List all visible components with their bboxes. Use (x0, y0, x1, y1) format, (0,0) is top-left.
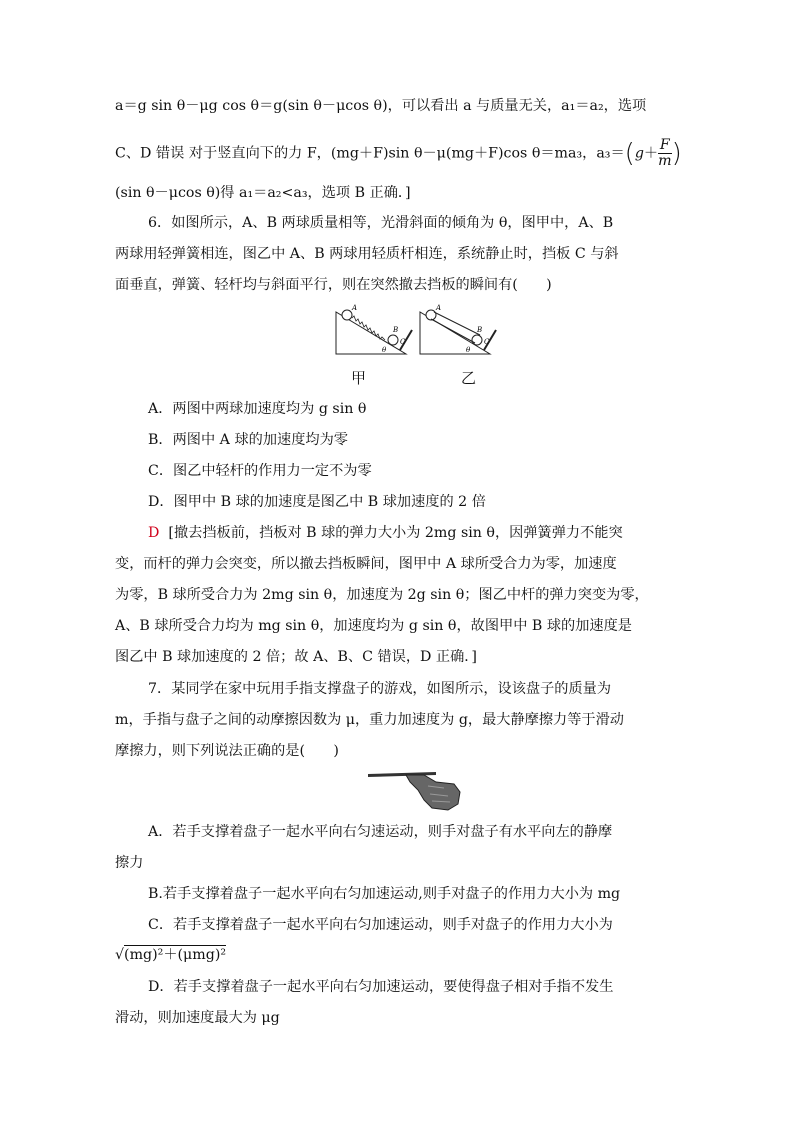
q7-stem-line-3: 摩擦力，则下列说法正确的是( ) (115, 743, 339, 759)
label-theta-yi: θ (466, 346, 471, 354)
label-b-jia: B (393, 326, 399, 334)
ball-b-yi (472, 335, 482, 345)
rod-icon (434, 312, 483, 335)
q6-solution-line-4: A、B 球所受合力均为 mg sin θ，加速度均为 g sin θ，故图甲中 B 球的加速度是 (115, 618, 632, 634)
label-c-yi: C (484, 338, 490, 346)
label-theta-jia: θ (382, 346, 387, 354)
q7-option-c-line-2 (115, 945, 680, 965)
q6-solution-line-5: 图乙中 B 球加速度的 2 倍；故 A、B、C 错误，D 正确．] (115, 649, 477, 665)
caption-yi: 乙 (461, 369, 477, 387)
figure-yi (420, 304, 496, 354)
ball-a-jia (342, 310, 352, 320)
q6-figure (330, 302, 500, 360)
q7-option-b: B.若手支撑着盘子一起水平向右匀加速运动,则手对盘子的作用力大小为 mg (148, 886, 621, 902)
q7-option-a-line-2: 擦力 (115, 855, 144, 871)
label-c-jia: C (400, 338, 406, 346)
q6-stem-line-2: 两球用轻弹簧相连，图乙中 A、B 两球用轻质杆相连，系统静止时，挡板 C 与斜 (115, 246, 619, 262)
q6-answer: D (148, 525, 160, 541)
q6-stem-line-1: 6．如图所示，A、B 两球质量相等，光滑斜面的倾角为 θ，图甲中，A、B (148, 215, 614, 231)
label-a-yi: A (436, 304, 442, 312)
ball-b-jia (388, 335, 398, 345)
hand-icon (406, 775, 460, 810)
q6-stem-line-3: 面垂直，弹簧、轻杆均与斜面平行，则在突然撤去挡板的瞬间有( ) (115, 277, 552, 293)
ball-a-yi (426, 310, 436, 320)
label-b-yi: B (477, 326, 483, 334)
q7-option-d-line-1: D．若手支撑着盘子一起水平向右匀加速运动，要使得盘子相对手指不发生 (148, 979, 614, 995)
q7-option-a-line-1: A．若手支撑着盘子一起水平向右匀速运动，则手对盘子有水平向左的静摩 (148, 824, 613, 840)
caption-jia: 甲 (351, 369, 367, 387)
q6-solution-line-1 (148, 523, 713, 543)
q7-option-d-line-2: 滑动，则加速度最大为 μg (115, 1010, 280, 1026)
q7-option-c-formula: (mg)²＋(μmg)² (124, 947, 227, 963)
prev-solution-line-1: a＝g sin θ－μg cos θ＝g(sin θ－μcos θ)，可以看出 a 与质量无关，a₁＝a₂，选项 (115, 98, 647, 114)
paren-close: ) (671, 138, 682, 169)
q6-option-c: C．图乙中轻杆的作用力一定不为零 (148, 463, 372, 479)
prev-solution-line-2-text: C、D 错误 对于竖直向下的力 F，(mg＋F)sin θ－μ(mg＋F)cos θ＝ma₃，a₃＝ (115, 145, 625, 162)
q7-stem-line-2: m，手指与盘子之间的动摩擦因数为 μ，重力加速度为 g，最大静摩擦力等于滑动 (115, 712, 624, 728)
paren-open: ( (624, 138, 635, 169)
fraction-f-over-m (658, 138, 671, 169)
q7-option-c-line-1: C．若手支撑着盘子一起水平向右匀加速运动，则手对盘子的作用力大小为 (148, 917, 613, 933)
sqrt-icon: √ (115, 947, 125, 963)
prev-solution-line-2: C、D 错误 对于竖直向下的力 F，(mg＋F)sin θ－μ(mg＋F)cos θ＝ma₃，a₃＝(g＋ $\frac{F}{m}$ ) (115, 137, 682, 169)
q6-option-a: A．两图中两球加速度均为 g sin θ (148, 401, 367, 417)
figure-jia (336, 304, 412, 354)
q7-stem-line-1: 7．某同学在家中玩用手指支撑盘子的游戏，如图所示，设该盘子的质量为 (148, 681, 612, 697)
spring-icon (352, 316, 385, 340)
q6-option-b: B．两图中 A 球的加速度均为零 (148, 432, 348, 448)
label-a-jia: A (352, 304, 358, 312)
fraction-denominator: m (658, 153, 672, 169)
q6-solution-line-3: 为零，B 球所受合力为 2mg sin θ，加速度为 2g sin θ；图乙中杆的弹力突变为零， (115, 587, 649, 603)
q6-solution-line-2: 变，而杆的弹力会突变，所以撤去挡板瞬间，图甲中 A 球所受合力为零，加速度 (115, 556, 617, 572)
prev-solution-line-3: (sin θ－μcos θ)得 a₁＝a₂<a₃，选项 B 正确．] (115, 185, 411, 201)
q6-option-d: D．图甲中 B 球的加速度是图乙中 B 球加速度的 2 倍 (148, 494, 486, 510)
q6-solution-text-1: [撤去挡板前，挡板对 B 球的弹力大小为 2mg sin θ，因弹簧弹力不能突 (168, 525, 623, 541)
q7-figure-hand-plate (366, 770, 462, 812)
fraction-numerator: F (659, 137, 670, 153)
